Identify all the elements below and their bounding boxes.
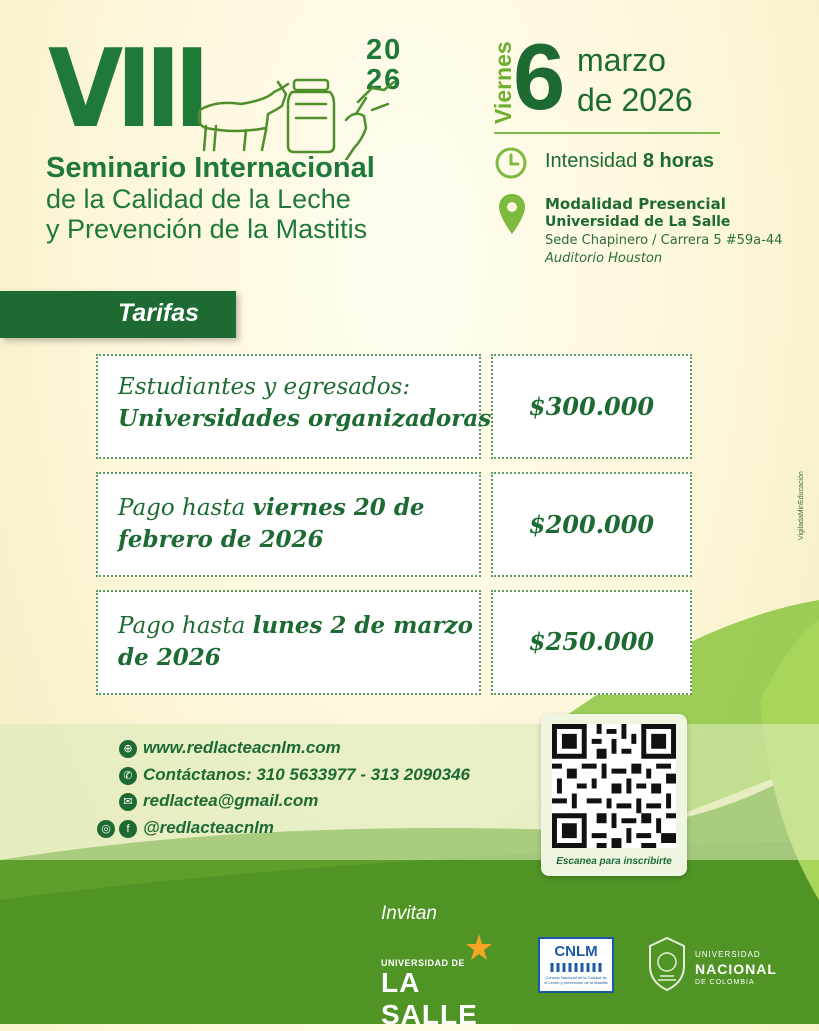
year-bottom: 26 xyxy=(366,64,403,96)
rate-price-1: $300.000 xyxy=(528,392,655,421)
rate-label-3 xyxy=(118,610,473,674)
cnlm-emblem-icon xyxy=(550,961,604,973)
facebook-icon[interactable]: f xyxy=(119,820,137,838)
lasalle-big-text: LA SALLE xyxy=(381,967,478,1030)
side-text: VigiladaMinEducación xyxy=(798,471,805,540)
modality: Modalidad Presencial xyxy=(545,195,726,213)
title-line-2: de la Calidad de la Leche xyxy=(46,184,351,214)
phone-numbers[interactable]: Contáctanos: 310 5633977 - 313 2090346 xyxy=(143,765,470,784)
unal-line-3: DE COLOMBIA xyxy=(695,979,755,986)
weekday: Viernes xyxy=(490,41,516,124)
rate-label-1 xyxy=(118,371,491,435)
social-handle[interactable]: @redlacteacnlm xyxy=(143,818,274,837)
clock-icon xyxy=(494,146,528,180)
rate-2-line-1 xyxy=(118,492,425,524)
divider xyxy=(494,132,720,134)
title-line-3: y Prevención de la Mastitis xyxy=(46,214,368,244)
rate-3-line-1 xyxy=(118,610,473,642)
cow-milk-can-illustration xyxy=(196,70,411,160)
year-top: 20 xyxy=(366,34,403,66)
event-year: de 2026 xyxy=(577,82,693,118)
la-salle-logo xyxy=(381,932,511,1030)
cnlm-subtitle: Consejo Nacional de la Calidad de la Leche y prevención de la Mastitis xyxy=(544,975,608,985)
unal-line-2: NACIONAL xyxy=(695,961,777,977)
intensity-text xyxy=(545,150,714,173)
rate-2-line-1-bold: viernes 20 de xyxy=(252,494,425,521)
event-month: marzo xyxy=(577,42,666,78)
rate-3-line-2-bold: de 2026 xyxy=(118,644,221,671)
rate-price-3: $250.000 xyxy=(528,627,655,656)
venue: Auditorio Houston xyxy=(545,251,663,266)
rate-label-2 xyxy=(118,492,425,556)
title-line-1: Seminario Internacional xyxy=(46,152,375,184)
globe-icon: ⊕ xyxy=(119,740,137,758)
unal-seal-icon xyxy=(646,936,688,992)
rate-3-line-2 xyxy=(118,642,473,674)
qr-caption: Escanea para inscribirte xyxy=(556,856,672,867)
rate-1-line-1-text: Estudiantes y egresados: xyxy=(118,374,411,400)
email-icon: ✉ xyxy=(119,793,137,811)
rate-2-line-2-bold: febrero de 2026 xyxy=(118,526,324,553)
rate-1-line-2 xyxy=(118,403,491,435)
email-link[interactable]: redlactea@gmail.com xyxy=(143,791,319,810)
location-pin-icon xyxy=(497,192,527,236)
rate-3-line-1-text: Pago hasta xyxy=(118,613,253,639)
rate-price-2: $200.000 xyxy=(528,510,655,539)
unal-line-1: UNIVERSIDAD xyxy=(695,950,761,959)
rate-1-line-1 xyxy=(118,371,491,403)
rate-2-line-1-text: Pago hasta xyxy=(118,495,253,521)
cnlm-logo xyxy=(538,937,614,993)
intensity-label: Intensidad xyxy=(545,150,638,172)
event-day: 6 xyxy=(513,24,566,129)
instagram-icon[interactable]: ◎ xyxy=(97,820,115,838)
star-flame-icon xyxy=(465,932,493,966)
cnlm-text: CNLM xyxy=(554,943,598,960)
rate-1-line-2-bold: Universidades organizadoras xyxy=(118,405,492,432)
edition-numeral: VIII xyxy=(48,27,203,152)
rates-title: Tarifas xyxy=(118,299,200,327)
invitan-label: Invitan xyxy=(381,903,437,924)
university-name: Universidad de La Salle xyxy=(545,214,731,230)
whatsapp-icon: ✆ xyxy=(119,767,137,785)
qr-code[interactable] xyxy=(552,724,676,848)
rate-2-line-2 xyxy=(118,524,425,556)
website-link[interactable]: www.redlacteacnlm.com xyxy=(143,738,341,757)
lasalle-small-text: UNIVERSIDAD DE xyxy=(381,958,466,968)
address: Sede Chapinero / Carrera 5 #59a-44 xyxy=(545,233,783,248)
rate-3-line-1-bold: lunes 2 de marzo xyxy=(252,612,473,639)
intensity-value: 8 horas xyxy=(642,150,715,172)
